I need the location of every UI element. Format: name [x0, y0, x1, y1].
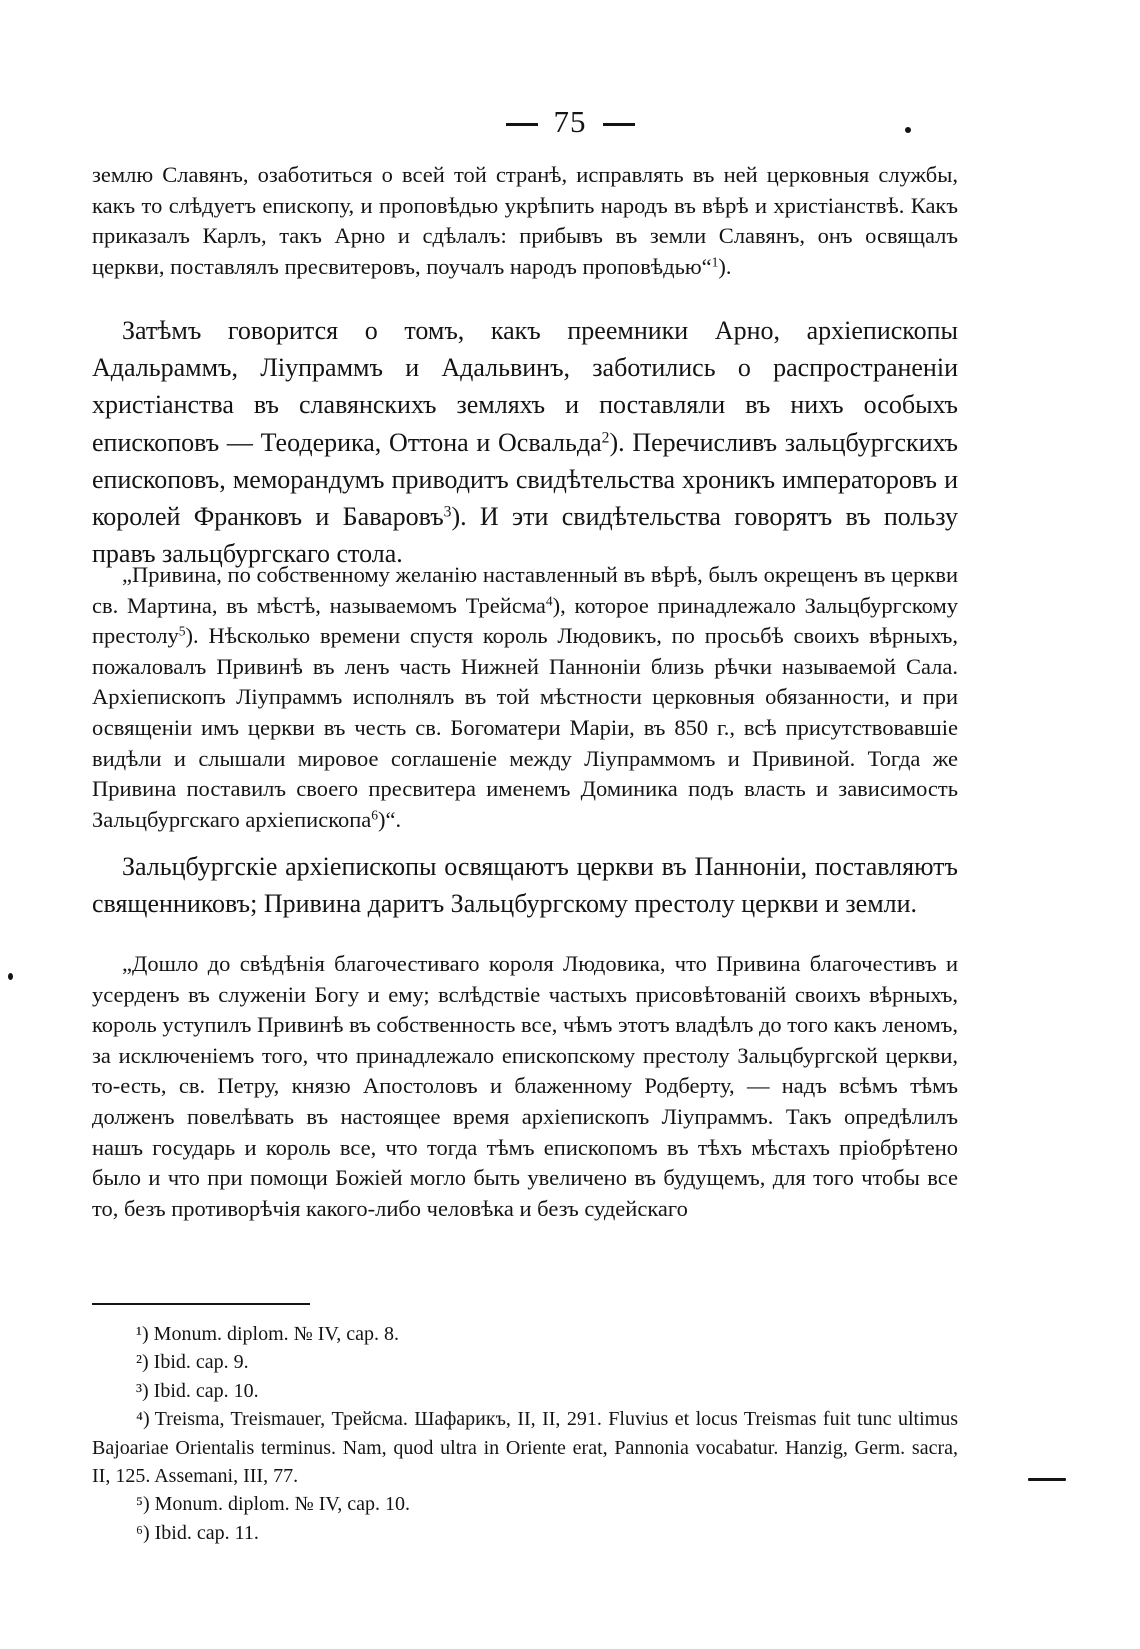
right-dash [603, 123, 635, 126]
page-number-header [0, 104, 1140, 140]
footnote-ref: 5 [178, 623, 186, 639]
footnote-ref: 4 [545, 593, 553, 609]
scan-edge-mark [1028, 1478, 1066, 1481]
footnote-3: ³) Ibid. cap. 10. [136, 1379, 259, 1402]
footnote-ref: 2 [601, 429, 610, 447]
footnote-6: ⁶) Ibid. cap. 11. [136, 1521, 259, 1544]
footnote-separator [92, 1303, 310, 1305]
footnote-ref: 3 [443, 503, 452, 521]
left-dash [506, 123, 538, 126]
scan-speck [905, 127, 911, 133]
footnote-ref: 6 [371, 807, 379, 823]
scan-speck [8, 973, 13, 980]
footnote-1: ¹) Monum. diplom. № IV, cap. 8. [136, 1323, 400, 1345]
footnote-2: ²) Ibid. cap. 9. [136, 1351, 249, 1374]
paragraph-archbishops: Зальцбургскіе архіепископы освящаютъ церкви въ Панноніи, поставляютъ священниковъ; Привина даритъ Зальцбургскому престолу церкви и земли. [92, 852, 958, 919]
page-number: 75 [553, 104, 587, 139]
footnote-5: ⁵) Monum. diplom. № IV, cap. 10. [136, 1493, 411, 1516]
footnote-4: ⁴) Treisma, Treismauer, Трейсма. Шафарикъ, II, II, 291. Fluvius et locus Treismas fuit tunc ultimus Bajoariae Orientalis terminus. Nam, quod ultra in Oriente erat, Pannonia vocabatur. Hanzig, Germ. sacra, II, 125. Assemani, III, 77. [92, 1408, 958, 1488]
quote-ludwig-grant: „Дошло до свѣдѣнія благочестиваго короля Людовика, что Привина благочестивъ и усерденъ въ служеніи Богу и ему; вслѣдствіе частыхъ присовѣтованій своихъ вѣрныхъ, король уступилъ Привинѣ въ собственность все, чѣмъ этотъ владѣлъ до того какъ леномъ, за исключеніемъ того, что принадлежало епископскому престолу Зальцбургской церкви, то-есть, св. Петру, князю Апостоловъ и блаженному Родберту, — надъ всѣмъ тѣмъ долженъ повелѣвать въ настоящее время архіепископъ Ліупраммъ. Такъ опредѣлилъ нашъ государь и король все, что тогда тѣмъ епископомъ въ тѣхъ мѣстахъ пріобрѣтено было и что при помощи Божіей могло быть увеличено въ будущемъ, для того чтобы все то, безъ противорѣчія какого-либо человѣка и безъ судейскаго [92, 951, 958, 1221]
paragraph-successors: Затѣмъ говорится о томъ, какъ преемники Арно, архіепископы Адальраммъ, Ліупраммъ и Адальвинъ, заботились о распространеніи христіанства въ славянскихъ земляхъ и поставляли въ нихъ особыхъ епископовъ — Теодерика, Оттона и Освальда$^2$). Перечисливъ зальцбургскихъ епископовъ, меморандумъ приводитъ свидѣтельства хроникъ императоровъ и королей Франковъ и Баваровъ$^3$). И эти свидѣтельства говорятъ въ пользу правъ зальцбургскаго стола. [92, 316, 958, 569]
footnotes [92, 1320, 958, 1547]
footnote-ref: 1 [711, 254, 719, 270]
quote-privina-baptism: „Привина, по собственному желанію наставленный въ вѣрѣ, былъ окрещенъ въ церкви св. Мартина, въ мѣстѣ, называемомъ Трейсма$^4$), которое принадлежало Зальцбургскому престолу$^5$). Нѣсколько времени спустя король Людовикъ, по просьбѣ своихъ вѣрныхъ, пожаловалъ Привинѣ въ ленъ часть Нижней Панноніи близь рѣчки называемой Сала. Архіепископъ Ліупраммъ исполнялъ въ той мѣстности церковныя обязанности, и при освященіи имъ церкви въ честь св. Богоматери Маріи, въ 850 г., всѣ присутствовавшіе видѣли и слышали мировое соглашеніе между Ліупраммомъ и Привиной. Тогда же Привина поставилъ своего пресвитера именемъ Доминика подъ власть и зависимость Зальцбургскаго архіепископа$^6$)“. [92, 562, 958, 832]
opening-quote-continuation: землю Славянъ, озаботиться о всей той странѣ, исправлять въ ней церковныя службы, какъ то слѣдуетъ епископу, и проповѣдью укрѣпить народъ въ вѣрѣ и христіанствѣ. Какъ приказалъ Карлъ, такъ Арно и сдѣлалъ: прибывъ въ земли Славянъ, онъ освящалъ церкви, поставлялъ пресвитеровъ, поучалъ народъ проповѣдью“$^1$). [92, 162, 958, 279]
